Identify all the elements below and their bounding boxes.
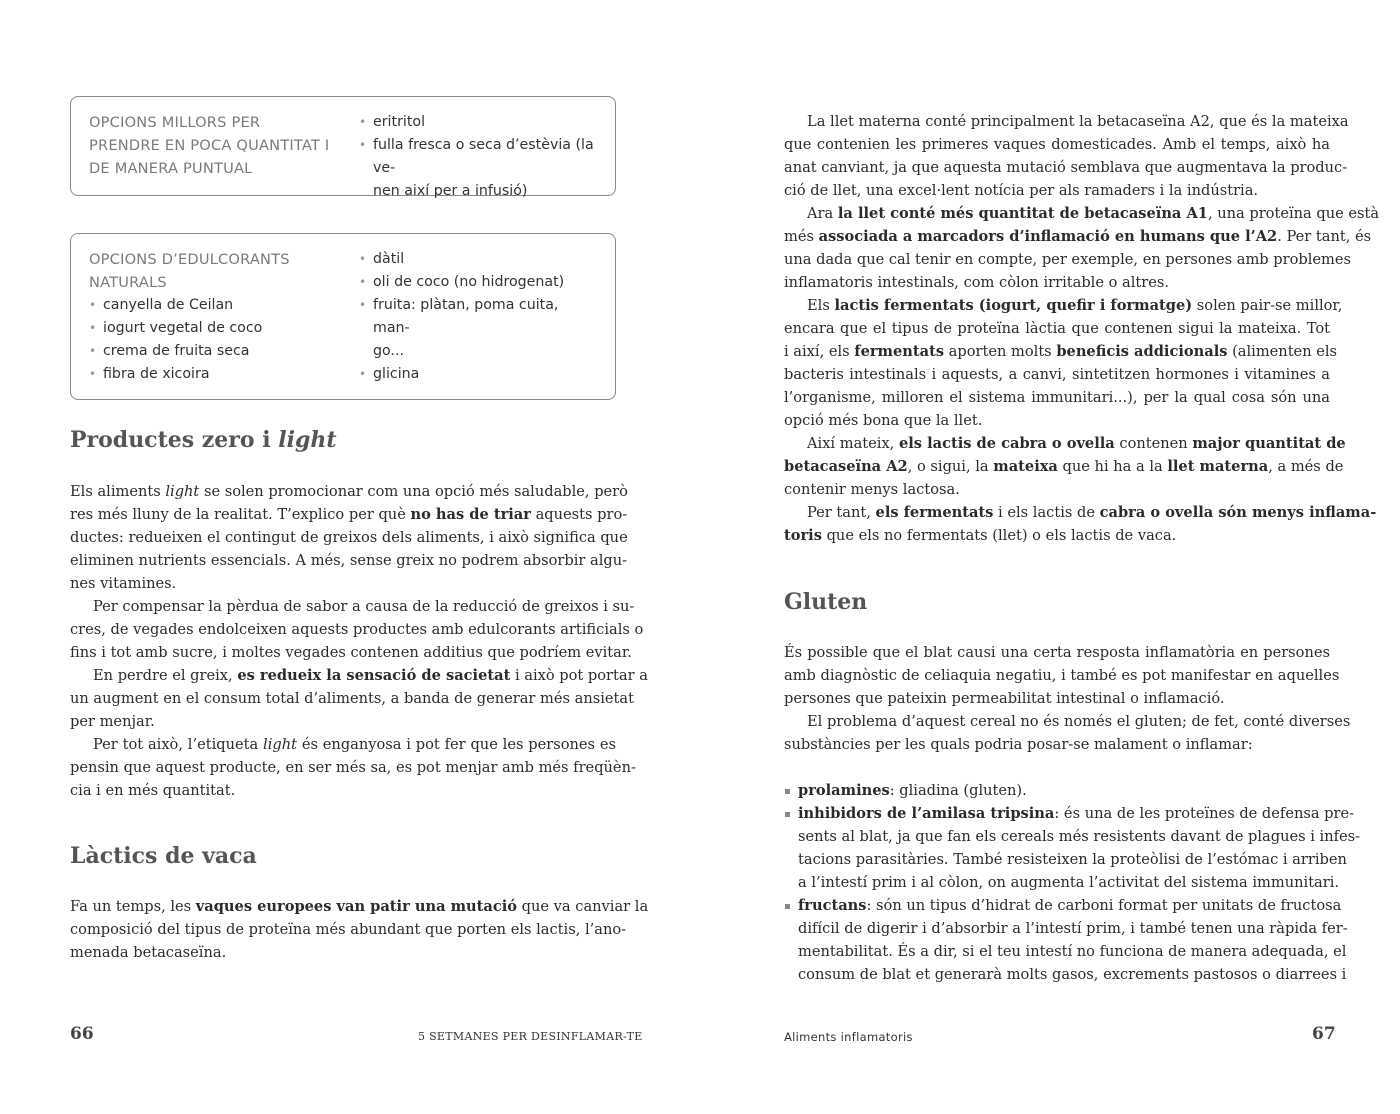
run: aquests pro- xyxy=(530,506,628,523)
text-line xyxy=(784,455,1344,478)
text-line: fins i tot amb sucre, i moltes vegades contenen additius que podríem evitar. xyxy=(70,644,632,661)
heading-lactics: Làctics de vaca xyxy=(70,843,257,869)
run: : és una de les proteïnes de defensa pre- xyxy=(1054,805,1355,822)
list-item: nen així per a infusió) xyxy=(373,183,528,199)
page-number: 67 xyxy=(1312,1024,1336,1044)
box-title-line: PRENDRE EN POCA QUANTITAT I xyxy=(89,137,330,154)
text-line xyxy=(784,294,1343,317)
run: els fermentats xyxy=(875,504,994,521)
list-item: go... xyxy=(373,343,404,359)
run: contenen xyxy=(1114,435,1193,452)
sweetener-box-natural xyxy=(70,233,616,400)
run: i això pot portar a xyxy=(510,667,648,684)
text-line: contenir menys lactosa. xyxy=(784,481,960,498)
list-item xyxy=(784,894,1342,917)
run: no has de triar xyxy=(410,506,531,523)
text-line xyxy=(784,340,1338,363)
run: la llet conté més quantitat de betacaseïna A1 xyxy=(837,205,1208,222)
box-title-line: NATURALS xyxy=(89,274,167,291)
right-page xyxy=(700,0,1400,1114)
text-line: un augment en el consum total d’aliments, a banda de generar més ansietat xyxy=(70,690,634,707)
bullet-list xyxy=(784,779,1361,986)
text-line xyxy=(70,895,649,918)
run: Els aliments xyxy=(70,483,166,500)
running-head: 5 SETMANES PER DESINFLAMAR-TE xyxy=(418,1030,643,1043)
text-line: sents al blat, ja que fan els cereals més resistents davant de plagues i infes- xyxy=(798,828,1361,845)
text-line: composició del tipus de proteïna més abundant que porten els lactis, l’ano- xyxy=(70,921,627,938)
heading-zero-light xyxy=(70,427,337,453)
box-list xyxy=(359,111,599,203)
text-line: substàncies per les quals podria posar-se malament o inflamar: xyxy=(784,736,1253,753)
run: mateixa xyxy=(993,458,1058,475)
list-item: • fibra de xicoira xyxy=(89,363,349,386)
text-line: ductes: redueixen el contingut de greixos dels aliments, i això significa que xyxy=(70,529,628,546)
text-line: persones que pateixin permeabilitat intestinal o inflamació. xyxy=(784,690,1225,707)
list-item: • glicina xyxy=(359,363,599,386)
text-line: És possible que el blat causi una certa resposta inflamatòria en persones xyxy=(784,644,1330,661)
run: , a més de xyxy=(1268,458,1344,475)
list-item xyxy=(784,802,1355,825)
run: i els lactis de xyxy=(993,504,1100,521)
run: solen pair-se millor, xyxy=(1192,297,1343,314)
run: Els xyxy=(807,297,835,314)
text-line: anat canviant, ja que aquesta mutació semblava que augmentava la produc- xyxy=(784,159,1348,176)
text-line: pensin que aquest producte, en ser més sa, es pot menjar amb més freqüèn- xyxy=(70,759,636,776)
run: Així mateix, xyxy=(807,435,899,452)
paragraph xyxy=(70,895,649,964)
text-line xyxy=(70,664,648,687)
text-line: nes vitamines. xyxy=(70,575,177,592)
run: que hi ha a la xyxy=(1057,458,1168,475)
box-list-right xyxy=(359,248,599,386)
run: lactis fermentats (iogurt, quefir i formatge) xyxy=(834,297,1193,314)
text-line: amb diagnòstic de celiaquia negatiu, i també es pot manifestar en aquelles xyxy=(784,667,1340,684)
list-item: • oli de coco (no hidrogenat) xyxy=(359,271,599,294)
run: vaques europees van patir una mutació xyxy=(195,898,518,915)
run: fermentats xyxy=(854,343,945,360)
list-item: • fulla fresca o seca d’estèvia (la ve- xyxy=(359,134,599,180)
page-number: 66 xyxy=(70,1024,94,1044)
list-item: • fruita: plàtan, poma cuita, man- xyxy=(359,294,599,340)
text-line: bacteris intestinals i aquests, a canvi, sintetitzen hormones i vitamines a xyxy=(784,366,1330,383)
run: (alimenten els xyxy=(1227,343,1338,360)
text-line xyxy=(784,501,1377,524)
run: més xyxy=(784,228,819,245)
run: Per tant, xyxy=(807,504,876,521)
run: , una proteïna que està xyxy=(1207,205,1380,222)
run: Fa un temps, les xyxy=(70,898,196,915)
run: aporten molts xyxy=(944,343,1057,360)
text-line: difícil de digerir i d’absorbir a l’intestí prim, i també tenen una ràpida fer- xyxy=(798,920,1348,937)
text-line: mentabilitat. És a dir, si el teu intestí no funciona de manera adequada, el xyxy=(798,943,1347,960)
text-line xyxy=(70,733,616,756)
text-line: per menjar. xyxy=(70,713,155,730)
run: és enganyosa i pot fer que les persones es xyxy=(297,736,616,753)
run: En perdre el greix, xyxy=(93,667,238,684)
run: que va canviar la xyxy=(517,898,649,915)
heading-text: Productes zero i xyxy=(70,427,271,453)
text-line xyxy=(784,524,1330,547)
run: res més lluny de la realitat. T’explico per què xyxy=(70,506,411,523)
paragraph xyxy=(784,110,1380,547)
run: beneficis addicionals xyxy=(1056,343,1228,360)
run: fructans xyxy=(798,897,867,914)
text-line xyxy=(70,480,628,503)
run: prolamines xyxy=(798,782,890,799)
text-line: El problema d’aquest cereal no és només el gluten; de fet, conté diverses xyxy=(807,713,1351,730)
run: associada a marcadors d’inflamació en humans que l’A2 xyxy=(818,228,1278,245)
running-head: Aliments inflamatoris xyxy=(784,1030,913,1044)
text-line: consum de blat et generarà molts gasos, excrements pastosos o diarrees i xyxy=(798,966,1347,983)
text-line: a l’intestí prim i al còlon, on augmenta l’activitat del sistema immunitari. xyxy=(798,874,1340,891)
run: major quantitat de xyxy=(1192,435,1346,452)
text-line: La llet materna conté principalment la betacaseïna A2, que és la mateixa xyxy=(807,113,1349,130)
heading-italic: light xyxy=(278,427,337,453)
text-line: cres, de vegades endolceixen aquests productes amb edulcorants artificials o xyxy=(70,621,644,638)
text-line: Per compensar la pèrdua de sabor a causa de la reducció de greixos i su- xyxy=(93,598,635,615)
run: . Per tant, és xyxy=(1277,228,1372,245)
text-line: l’organisme, milloren el sistema immunitari...), per la qual cosa són una xyxy=(784,389,1330,406)
run: light xyxy=(263,736,297,753)
run: que els no fermentats (llet) o els lactis de vaca. xyxy=(821,527,1177,544)
text-line: una dada que cal tenir en compte, per exemple, en persones amb problemes xyxy=(784,251,1351,268)
heading-gluten: Gluten xyxy=(784,589,868,615)
run: es redueix la sensació de sacietat xyxy=(237,667,511,684)
run: inhibidors de l’amilasa tripsina xyxy=(798,805,1055,822)
list-item: • dàtil xyxy=(359,248,599,271)
list-item: • crema de fruita seca xyxy=(89,340,349,363)
text-line: tacions parasitàries. També resisteixen la proteòlisi de l’estómac i arriben xyxy=(798,851,1347,868)
run: Per tot això, l’etiqueta xyxy=(93,736,264,753)
text-line xyxy=(70,503,628,526)
run: llet materna xyxy=(1167,458,1269,475)
text-line: menada betacaseïna. xyxy=(70,944,227,961)
text-line: eliminen nutrients essencials. A més, sense greix no podrem absorbir algu- xyxy=(70,552,628,569)
text-line xyxy=(784,225,1372,248)
run: betacaseïna A2 xyxy=(784,458,908,475)
run: : són un tipus d’hidrat de carboni format per unitats de fructosa xyxy=(866,897,1342,914)
run: els lactis de cabra o ovella xyxy=(898,435,1115,452)
box-title xyxy=(89,111,349,180)
sweetener-box-occasional xyxy=(70,96,616,199)
text-line: ció de llet, una excel·lent notícia per als ramaders i la indústria. xyxy=(784,182,1259,199)
run: i així, els xyxy=(784,343,855,360)
list-item xyxy=(784,779,1330,802)
text-line: inflamatoris intestinals, com còlon irritable o altres. xyxy=(784,274,1170,291)
run: se solen promocionar com una opció més saludable, però xyxy=(199,483,628,500)
text-line: encara que el tipus de proteïna làctia que contenen sigui la mateixa. Tot xyxy=(784,320,1330,337)
text-line xyxy=(784,202,1380,225)
run: cabra o ovella són menys inflama- xyxy=(1099,504,1377,521)
text-line xyxy=(784,432,1346,455)
run: toris xyxy=(784,527,822,544)
box-title-line: OPCIONS MILLORS PER xyxy=(89,114,261,131)
box-list-left xyxy=(89,248,349,386)
list-item: • canyella de Ceilan xyxy=(89,294,349,317)
run: : gliadina (gluten). xyxy=(889,782,1027,799)
list-item: • iogurt vegetal de coco xyxy=(89,317,349,340)
run: , o sigui, la xyxy=(907,458,994,475)
run: light xyxy=(165,483,200,500)
run: Ara xyxy=(807,205,838,222)
paragraph xyxy=(784,641,1351,756)
text-line: cia i en més quantitat. xyxy=(70,782,236,799)
paragraph xyxy=(70,480,648,802)
text-line: opció més bona que la llet. xyxy=(784,412,983,429)
box-title-line: OPCIONS D’EDULCORANTS xyxy=(89,251,290,268)
list-item: • eritritol xyxy=(359,111,599,134)
box-title-line: DE MANERA PUNTUAL xyxy=(89,160,253,177)
text-line: que contenien les primeres vaques domesticades. Amb el temps, això ha xyxy=(784,136,1330,153)
